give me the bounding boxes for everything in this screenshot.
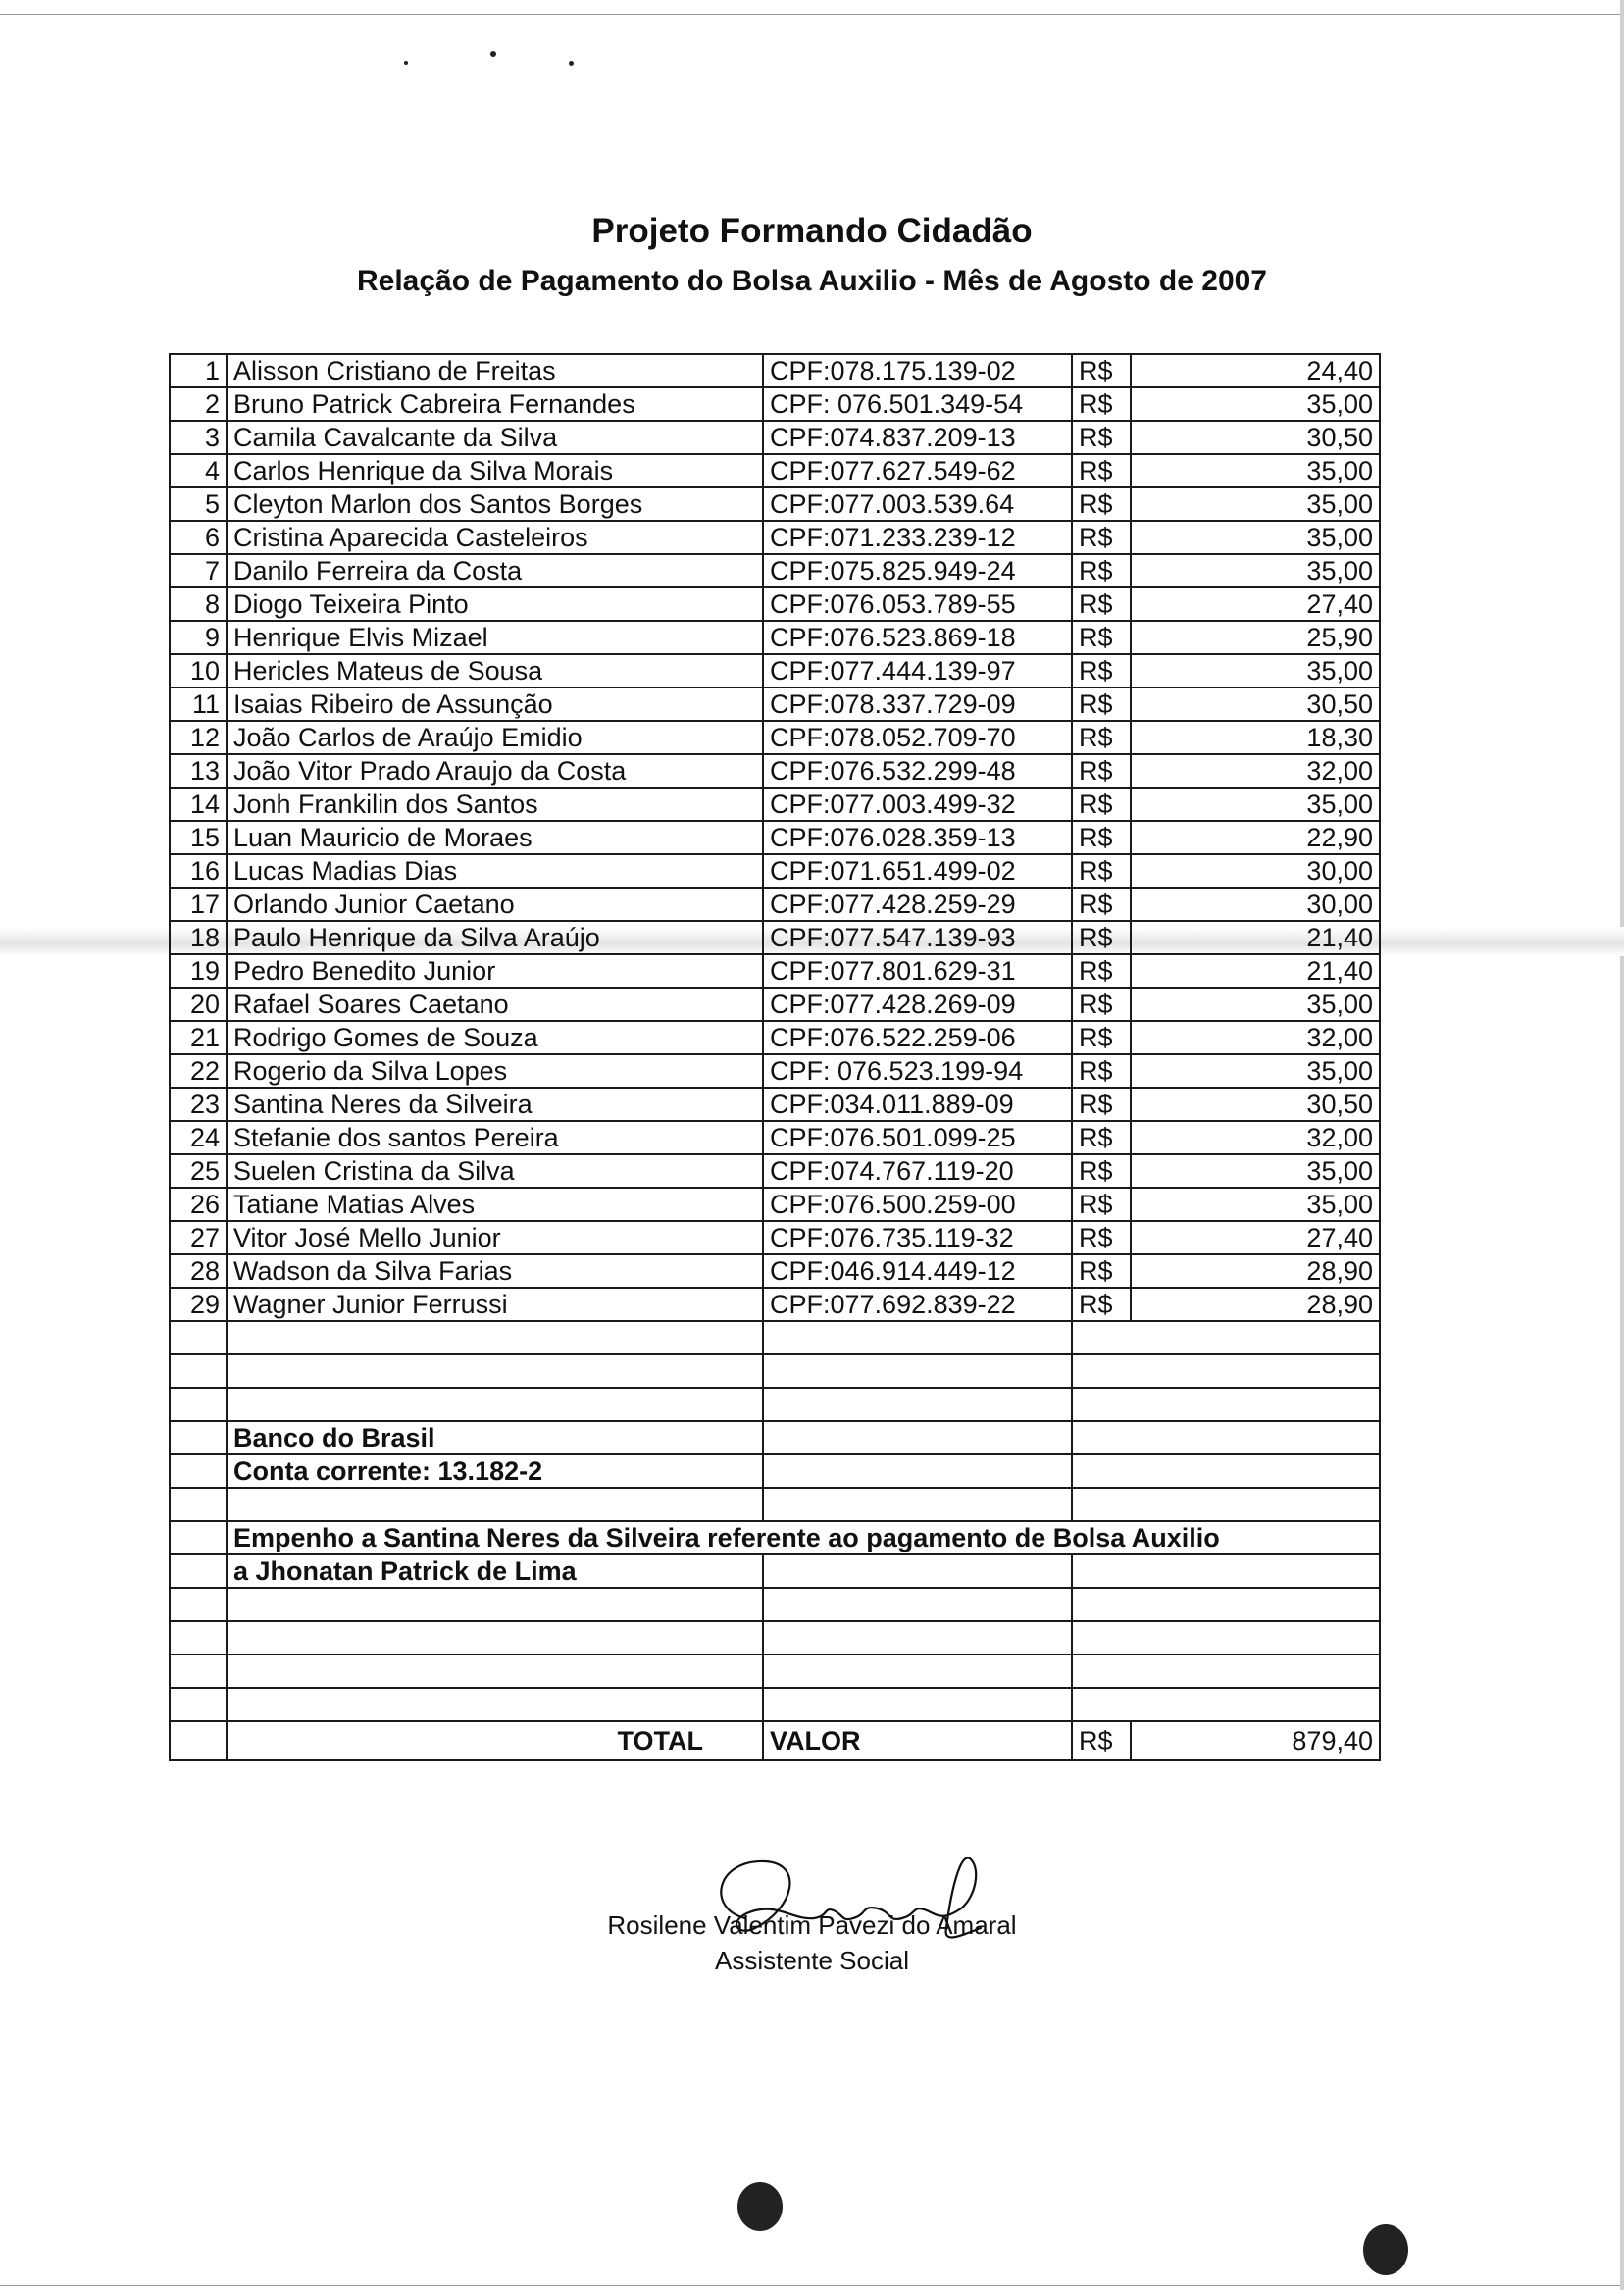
payment-row (170, 354, 1380, 387)
blank-cell (170, 1654, 227, 1688)
payee-name: Rodrigo Gomes de Souza (227, 1021, 763, 1054)
row-number: 28 (170, 1254, 227, 1288)
document-title: Projeto Formando Cidadão (591, 212, 1033, 250)
blank-cell (1072, 1454, 1380, 1488)
payment-row (170, 387, 1380, 421)
row-number: 2 (170, 387, 227, 421)
currency-symbol: R$ (1072, 821, 1131, 854)
payee-name: Hericles Mateus de Sousa (227, 654, 763, 687)
blank-cell (1072, 1554, 1380, 1588)
payee-name: João Carlos de Araújo Emidio (227, 721, 763, 754)
payment-amount: 35,00 (1131, 788, 1380, 821)
row-number: 15 (170, 821, 227, 854)
blank-cell (763, 1421, 1072, 1454)
empenho-row (170, 1521, 1380, 1554)
payee-cpf: CPF:076.500.259-00 (763, 1188, 1072, 1221)
payee-name: Danilo Ferreira da Costa (227, 554, 763, 587)
blank-row (170, 1588, 1380, 1621)
currency-symbol: R$ (1072, 521, 1131, 554)
payment-row (170, 1254, 1380, 1288)
payee-name: Suelen Cristina da Silva (227, 1154, 763, 1188)
row-number: 22 (170, 1054, 227, 1088)
payee-name: Isaias Ribeiro de Assunção (227, 687, 763, 721)
payment-row (170, 721, 1380, 754)
punch-hole (1363, 2224, 1408, 2275)
payment-row (170, 754, 1380, 788)
blank-cell (227, 1621, 763, 1654)
payment-row (170, 487, 1380, 521)
blank-cell (170, 1388, 227, 1421)
total-currency: R$ (1072, 1721, 1131, 1760)
currency-symbol: R$ (1072, 1088, 1131, 1121)
payment-row (170, 988, 1380, 1021)
currency-symbol: R$ (1072, 554, 1131, 587)
payment-row (170, 554, 1380, 587)
scan-edge-line (0, 2285, 1624, 2286)
payee-name: Luan Mauricio de Moraes (227, 821, 763, 854)
payee-cpf: CPF:077.003.499-32 (763, 788, 1072, 821)
payment-row (170, 621, 1380, 654)
blank-cell (227, 1654, 763, 1688)
payee-cpf: CPF:076.501.099-25 (763, 1121, 1072, 1154)
currency-symbol: R$ (1072, 1154, 1131, 1188)
payment-amount: 28,90 (1131, 1254, 1380, 1288)
blank-cell (227, 1354, 763, 1388)
payee-cpf: CPF:076.053.789-55 (763, 587, 1072, 621)
payment-amount: 27,40 (1131, 587, 1380, 621)
payment-amount: 30,50 (1131, 687, 1380, 721)
blank-cell (227, 1488, 763, 1521)
payment-amount: 35,00 (1131, 988, 1380, 1021)
payment-row (170, 1121, 1380, 1154)
payment-row (170, 654, 1380, 687)
currency-symbol: R$ (1072, 1254, 1131, 1288)
payment-row (170, 687, 1380, 721)
payment-row (170, 1154, 1380, 1188)
payee-cpf: CPF:046.914.449-12 (763, 1254, 1072, 1288)
payment-row (170, 788, 1380, 821)
bank-row (170, 1421, 1380, 1454)
payee-name: Pedro Benedito Junior (227, 954, 763, 988)
blank-row (170, 1321, 1380, 1354)
currency-symbol: R$ (1072, 1121, 1131, 1154)
payment-amount: 18,30 (1131, 721, 1380, 754)
payee-name: Santina Neres da Silveira (227, 1088, 763, 1121)
blank-cell (1072, 1421, 1380, 1454)
blank-cell (763, 1621, 1072, 1654)
blank-cell (763, 1554, 1072, 1588)
payment-row (170, 821, 1380, 854)
signatory-name: Rosilene Valentim Pavezi do Amaral (607, 1910, 1017, 1940)
row-number: 21 (170, 1021, 227, 1054)
row-number: 11 (170, 687, 227, 721)
currency-symbol: R$ (1072, 754, 1131, 788)
currency-symbol: R$ (1072, 854, 1131, 888)
total-value-label: VALOR (763, 1721, 1072, 1760)
blank-row (170, 1388, 1380, 1421)
payment-row (170, 454, 1380, 487)
blank-row (170, 1654, 1380, 1688)
payee-cpf: CPF:071.233.239-12 (763, 521, 1072, 554)
blank-cell (170, 1521, 227, 1554)
payee-name: Rafael Soares Caetano (227, 988, 763, 1021)
payee-cpf: CPF:077.003.539.64 (763, 487, 1072, 521)
payment-row (170, 1021, 1380, 1054)
row-number: 8 (170, 587, 227, 621)
row-number: 7 (170, 554, 227, 587)
payment-amount: 22,90 (1131, 821, 1380, 854)
payment-amount: 30,00 (1131, 854, 1380, 888)
payment-amount: 35,00 (1131, 654, 1380, 687)
row-number: 10 (170, 654, 227, 687)
total-label: TOTAL (227, 1721, 763, 1760)
payee-name: Cleyton Marlon dos Santos Borges (227, 487, 763, 521)
payment-amount: 28,90 (1131, 1288, 1380, 1321)
row-number: 26 (170, 1188, 227, 1221)
blank-cell (170, 1488, 227, 1521)
total-amount: 879,40 (1131, 1721, 1380, 1760)
blank-cell (170, 1588, 227, 1621)
payment-amount: 32,00 (1131, 754, 1380, 788)
blank-cell (763, 1654, 1072, 1688)
payee-cpf: CPF:076.532.299-48 (763, 754, 1072, 788)
blank-cell (1072, 1388, 1380, 1421)
row-number: 17 (170, 888, 227, 921)
row-number: 5 (170, 487, 227, 521)
blank-row (170, 1354, 1380, 1388)
payee-cpf: CPF:034.011.889-09 (763, 1088, 1072, 1121)
scan-edge-line (0, 14, 1624, 15)
empenho-row (170, 1554, 1380, 1588)
row-number: 25 (170, 1154, 227, 1188)
row-number: 12 (170, 721, 227, 754)
payee-name: Lucas Madias Dias (227, 854, 763, 888)
payee-cpf: CPF:076.735.119-32 (763, 1221, 1072, 1254)
payee-name: Jonh Frankilin dos Santos (227, 788, 763, 821)
payment-amount: 35,00 (1131, 1188, 1380, 1221)
currency-symbol: R$ (1072, 354, 1131, 387)
payee-cpf: CPF:075.825.949-24 (763, 554, 1072, 587)
payment-row (170, 1088, 1380, 1121)
payee-name: Henrique Elvis Mizael (227, 621, 763, 654)
row-number: 9 (170, 621, 227, 654)
payment-amount: 35,00 (1131, 521, 1380, 554)
row-number: 24 (170, 1121, 227, 1154)
blank-row (170, 1621, 1380, 1654)
blank-cell (1072, 1321, 1380, 1354)
blank-row (170, 1688, 1380, 1721)
payment-row (170, 1188, 1380, 1221)
payee-name: Stefanie dos santos Pereira (227, 1121, 763, 1154)
scan-speck (490, 51, 496, 57)
account-number: Conta corrente: 13.182-2 (227, 1454, 763, 1488)
payment-amount: 30,50 (1131, 421, 1380, 454)
payee-cpf: CPF:074.837.209-13 (763, 421, 1072, 454)
payment-amount: 30,00 (1131, 888, 1380, 921)
scan-speck (569, 61, 574, 66)
payment-row (170, 1054, 1380, 1088)
blank-cell (227, 1688, 763, 1721)
payee-cpf: CPF:077.428.269-09 (763, 988, 1072, 1021)
payment-amount: 30,50 (1131, 1088, 1380, 1121)
payment-row (170, 1288, 1380, 1321)
blank-cell (1072, 1621, 1380, 1654)
payee-name: Paulo Henrique da Silva Araújo (227, 921, 763, 954)
payee-cpf: CPF:077.692.839-22 (763, 1288, 1072, 1321)
payee-cpf: CPF:078.337.729-09 (763, 687, 1072, 721)
payment-row (170, 921, 1380, 954)
payee-cpf: CPF:077.801.629-31 (763, 954, 1072, 988)
punch-hole (737, 2182, 783, 2231)
currency-symbol: R$ (1072, 988, 1131, 1021)
payee-cpf: CPF:078.175.139-02 (763, 354, 1072, 387)
blank-cell (763, 1454, 1072, 1488)
row-number: 6 (170, 521, 227, 554)
payment-row (170, 954, 1380, 988)
payee-name: Orlando Junior Caetano (227, 888, 763, 921)
payee-name: Cristina Aparecida Casteleiros (227, 521, 763, 554)
blank-cell (1072, 1688, 1380, 1721)
row-number: 1 (170, 354, 227, 387)
payment-row (170, 587, 1380, 621)
payee-name: Vitor José Mello Junior (227, 1221, 763, 1254)
blank-cell (170, 1421, 227, 1454)
payee-name: Alisson Cristiano de Freitas (227, 354, 763, 387)
blank-cell (1072, 1354, 1380, 1388)
payment-amount: 32,00 (1131, 1021, 1380, 1054)
signatory-role: Assistente Social (715, 1946, 909, 1975)
payment-amount: 27,40 (1131, 1221, 1380, 1254)
scan-speck (404, 61, 408, 65)
payee-name: João Vitor Prado Araujo da Costa (227, 754, 763, 788)
payment-row (170, 1221, 1380, 1254)
blank-cell (1072, 1588, 1380, 1621)
payee-cpf: CPF:076.523.869-18 (763, 621, 1072, 654)
currency-symbol: R$ (1072, 921, 1131, 954)
payment-amount: 35,00 (1131, 487, 1380, 521)
payment-amount: 24,40 (1131, 354, 1380, 387)
blank-cell (227, 1588, 763, 1621)
payment-amount: 25,90 (1131, 621, 1380, 654)
row-number: 29 (170, 1288, 227, 1321)
blank-cell (763, 1321, 1072, 1354)
blank-cell (170, 1354, 227, 1388)
payment-row (170, 854, 1380, 888)
blank-cell (227, 1388, 763, 1421)
empenho-note-line-1: Empenho a Santina Neres da Silveira referente ao pagamento de Bolsa Auxilio (227, 1521, 1380, 1554)
payment-amount: 35,00 (1131, 387, 1380, 421)
payee-cpf: CPF: 076.501.349-54 (763, 387, 1072, 421)
payee-cpf: CPF:076.028.359-13 (763, 821, 1072, 854)
payment-amount: 32,00 (1131, 1121, 1380, 1154)
empenho-note-line-2: a Jhonatan Patrick de Lima (227, 1554, 763, 1588)
blank-row (170, 1488, 1380, 1521)
blank-cell (763, 1388, 1072, 1421)
handwritten-signature (686, 1850, 1000, 1958)
account-row (170, 1454, 1380, 1488)
blank-cell (1072, 1488, 1380, 1521)
currency-symbol: R$ (1072, 654, 1131, 687)
total-row (170, 1721, 1380, 1760)
payment-row (170, 421, 1380, 454)
blank-cell (170, 1321, 227, 1354)
currency-symbol: R$ (1072, 888, 1131, 921)
payee-cpf: CPF:076.522.259-06 (763, 1021, 1072, 1054)
payment-amount: 21,40 (1131, 954, 1380, 988)
blank-cell (763, 1588, 1072, 1621)
payee-cpf: CPF: 076.523.199-94 (763, 1054, 1072, 1088)
currency-symbol: R$ (1072, 1221, 1131, 1254)
row-number: 3 (170, 421, 227, 454)
payee-name: Tatiane Matias Alves (227, 1188, 763, 1221)
row-number: 16 (170, 854, 227, 888)
blank-cell (763, 1354, 1072, 1388)
payee-name: Wadson da Silva Farias (227, 1254, 763, 1288)
blank-cell (763, 1488, 1072, 1521)
payment-amount: 21,40 (1131, 921, 1380, 954)
currency-symbol: R$ (1072, 721, 1131, 754)
row-number: 18 (170, 921, 227, 954)
currency-symbol: R$ (1072, 1188, 1131, 1221)
payment-amount: 35,00 (1131, 554, 1380, 587)
bank-name: Banco do Brasil (227, 1421, 763, 1454)
currency-symbol: R$ (1072, 387, 1131, 421)
blank-cell (170, 1554, 227, 1588)
currency-symbol: R$ (1072, 421, 1131, 454)
row-number: 14 (170, 788, 227, 821)
row-number: 20 (170, 988, 227, 1021)
payee-name: Diogo Teixeira Pinto (227, 587, 763, 621)
row-number: 4 (170, 454, 227, 487)
blank-cell (170, 1688, 227, 1721)
currency-symbol: R$ (1072, 788, 1131, 821)
document-subtitle: Relação de Pagamento do Bolsa Auxilio - Mês de Agosto de 2007 (356, 265, 1267, 297)
blank-cell (170, 1454, 227, 1488)
payment-row (170, 888, 1380, 921)
blank-cell (170, 1721, 227, 1760)
payment-amount: 35,00 (1131, 454, 1380, 487)
payment-row (170, 521, 1380, 554)
payee-name: Wagner Junior Ferrussi (227, 1288, 763, 1321)
payee-name: Camila Cavalcante da Silva (227, 421, 763, 454)
currency-symbol: R$ (1072, 954, 1131, 988)
blank-cell (763, 1688, 1072, 1721)
currency-symbol: R$ (1072, 621, 1131, 654)
payee-cpf: CPF:074.767.119-20 (763, 1154, 1072, 1188)
payee-name: Rogerio da Silva Lopes (227, 1054, 763, 1088)
payee-cpf: CPF:077.627.549-62 (763, 454, 1072, 487)
currency-symbol: R$ (1072, 587, 1131, 621)
payee-cpf: CPF:077.547.139-93 (763, 921, 1072, 954)
payment-amount: 35,00 (1131, 1154, 1380, 1188)
row-number: 13 (170, 754, 227, 788)
blank-cell (170, 1621, 227, 1654)
row-number: 19 (170, 954, 227, 988)
payee-cpf: CPF:078.052.709-70 (763, 721, 1072, 754)
row-number: 27 (170, 1221, 227, 1254)
blank-cell (227, 1321, 763, 1354)
payee-cpf: CPF:077.444.139-97 (763, 654, 1072, 687)
payee-cpf: CPF:077.428.259-29 (763, 888, 1072, 921)
currency-symbol: R$ (1072, 1054, 1131, 1088)
payment-table-body (170, 354, 1380, 1321)
payment-notes-section (170, 1321, 1380, 1760)
payee-cpf: CPF:071.651.499-02 (763, 854, 1072, 888)
currency-symbol: R$ (1072, 1021, 1131, 1054)
payee-name: Carlos Henrique da Silva Morais (227, 454, 763, 487)
payee-name: Bruno Patrick Cabreira Fernandes (227, 387, 763, 421)
currency-symbol: R$ (1072, 487, 1131, 521)
currency-symbol: R$ (1072, 1288, 1131, 1321)
payment-amount: 35,00 (1131, 1054, 1380, 1088)
row-number: 23 (170, 1088, 227, 1121)
currency-symbol: R$ (1072, 687, 1131, 721)
payment-table (169, 353, 1381, 1761)
blank-cell (1072, 1654, 1380, 1688)
currency-symbol: R$ (1072, 454, 1131, 487)
